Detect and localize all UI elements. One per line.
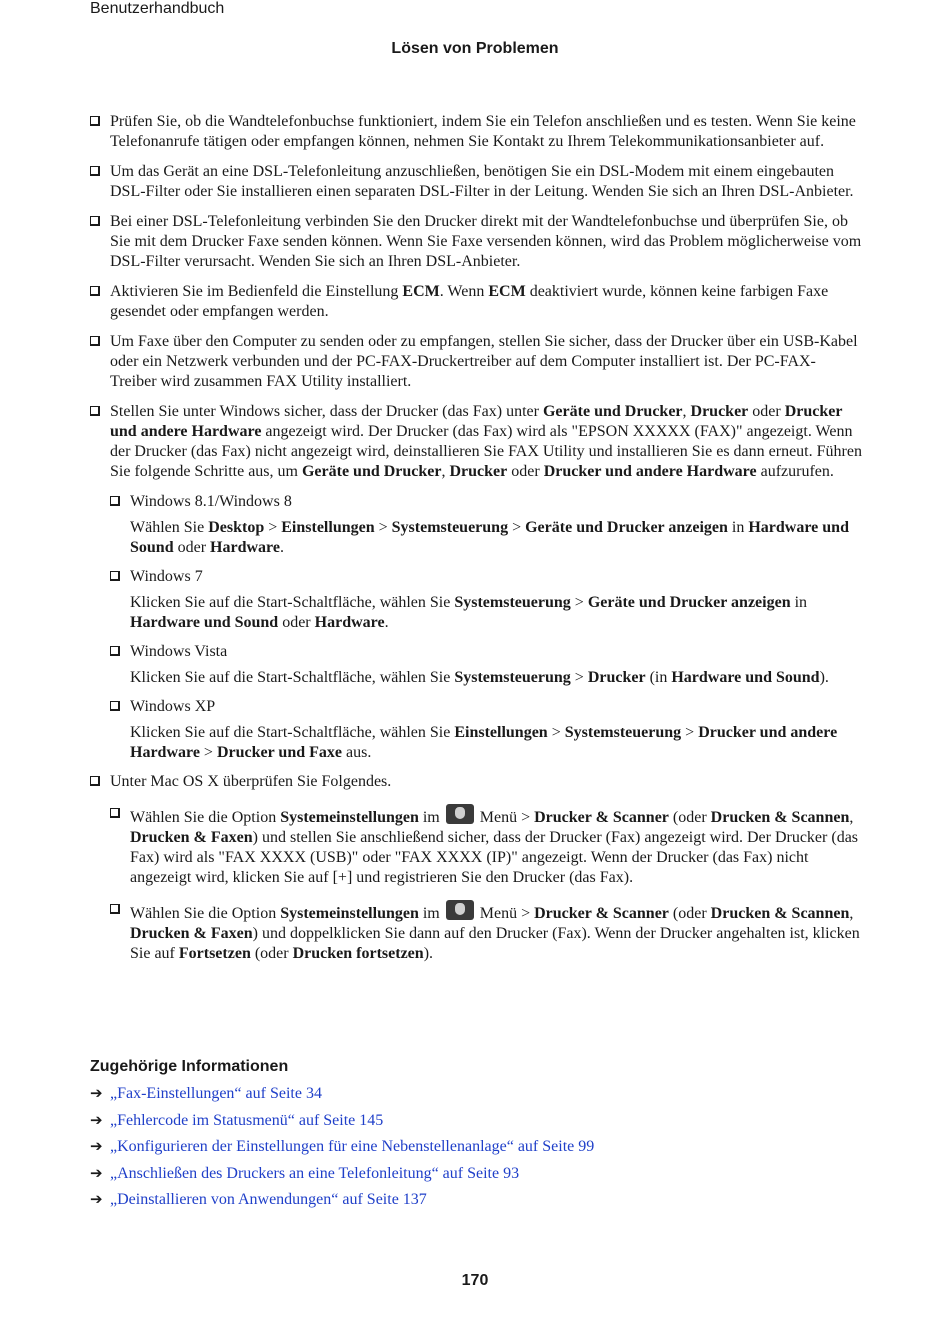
bullet-dsl-modem: Um das Gerät an eine DSL-Telefonleitung anzuschließen, benötigen Sie ein DSL-Modem mit einem eingebauten DSL-Filter oder Sie installieren einen separaten DSL-Filter in der Leitung. Wenden Sie sich an Ihren DSL-Anbieter. [90,162,862,202]
arrow-right-icon: ➔ [90,1086,103,1102]
windows-7-instructions: Klicken Sie auf die Start-Schaltfläche, wählen Sie Systemsteuerung > Geräte und Drucker anzeigen in Hardware und Sound oder Hardware. [130,594,808,631]
checkbox-bullet-icon [90,166,100,176]
checkbox-bullet-icon [90,336,100,346]
related-heading: Zugehörige Informationen [90,1058,289,1075]
sub-bullet-windows-7: Windows 7 [110,567,862,587]
sub-bullet-windows-vista: Windows Vista [110,642,862,662]
windows-8-instructions: Wählen Sie Desktop > Einstellungen > Systemsteuerung > Geräte und Drucker anzeigen in Hardware und Sound oder Hardware. [130,519,849,556]
checkbox-bullet-icon [110,808,120,818]
apple-menu-icon [446,804,474,824]
related-information [90,1058,870,1217]
related-link-fax-settings[interactable]: ➔ „Fax-Einstellungen“ auf Seite 34 [90,1085,322,1102]
sub-bullet-windows-xp: Windows XP [110,697,862,717]
windows-vista-instructions: Klicken Sie auf die Start-Schaltfläche, wählen Sie Systemsteuerung > Drucker (in Hardware und Sound). [130,669,829,686]
windows-vista-sublist [110,642,862,662]
related-link-error-code[interactable]: ➔ „Fehlercode im Statusmenü“ auf Seite 145 [90,1111,384,1129]
checkbox-bullet-icon [90,286,100,296]
sub-bullet-windows-8: Windows 8.1/Windows 8 [110,492,862,512]
checkbox-bullet-icon [110,904,120,914]
checkbox-bullet-icon [110,646,120,656]
sub-bullet-mac-resume-printer: Wählen Sie die Option Systemeinstellungen im Menü > Drucker & Scanner (oder Drucken & Scannen, Drucken & Faxen) und doppelklicken Sie dann auf den Drucker (Fax). Wenn der Drucker angehalten ist, klicken Sie auf Fortsetzen (oder Drucken fortsetzen). [110,900,862,964]
mac-sublist [110,804,862,964]
checkbox-bullet-icon [110,496,120,506]
checkbox-bullet-icon [90,406,100,416]
bullet-dsl-direct: Bei einer DSL-Telefonleitung verbinden Sie den Drucker direkt mit der Wandtelefonbuchse und überprüfen Sie, ob Sie mit dem Drucker Faxe senden können. Wenn Sie Faxe versenden können, wird das Problem möglicherweise vom DSL-Filter verursacht. Wenden Sie sich an Ihren DSL-Anbieter. [90,212,862,272]
related-link-pbx-settings[interactable]: ➔ „Konfigurieren der Einstellungen für eine Nebenstellenanlage“ auf Seite 99 [90,1138,595,1155]
checkbox-bullet-icon [90,116,100,126]
checkbox-bullet-icon [110,571,120,581]
windows-xp-sublist [110,697,862,717]
checkbox-bullet-icon [90,776,100,786]
page-number: 170 [461,1272,489,1289]
checkbox-bullet-icon [90,216,100,226]
windows-xp-instructions: Klicken Sie auf die Start-Schaltfläche, wählen Sie Einstellungen > Systemsteuerung > Drucker und andere Hardware > Drucker und Faxe aus. [130,724,838,761]
related-link-uninstall[interactable]: ➔ „Deinstallieren von Anwendungen“ auf Seite 137 [90,1191,427,1208]
windows-sublist [110,492,862,512]
arrow-right-icon: ➔ [90,1192,103,1208]
arrow-right-icon: ➔ [90,1112,103,1129]
related-link-phone-line[interactable]: ➔ „Anschließen des Druckers an eine Telefonleitung“ auf Seite 93 [90,1164,520,1182]
running-head: Benutzerhandbuch [90,0,225,17]
main-content [90,112,862,970]
bullet-windows: Stellen Sie unter Windows sicher, dass der Drucker (das Fax) unter Geräte und Drucker, Drucker oder Drucker und andere Hardware angezeigt wird. Der Drucker (das Fax) wird als "EPSON XXXXX (FAX)" angezeigt. Wenn der Drucker (das Fax) nicht angezeigt wird, deinstallieren Sie FAX Utility und installieren Sie es dann erneut. Führen Sie folgende Schritte aus, um Geräte und Drucker, Drucker oder Drucker und andere Hardware aufzurufen. [90,402,862,482]
sub-bullet-mac-check-printer: Wählen Sie die Option Systemeinstellungen im Menü > Drucker & Scanner (oder Drucken & Scannen, Drucken & Faxen) und stellen Sie anschließend sicher, dass der Drucker (Fax) angezeigt wird. Der Drucker (das Fax) wird als "FAX XXXX (USB)" oder "FAX XXXX (IP)" angezeigt. Wenn der Drucker (das Fax) nicht angezeigt wird, klicken Sie auf [+] und registrieren Sie den Drucker (das Fax). [110,804,862,888]
bullet-pc-fax: Um Faxe über den Computer zu senden oder zu empfangen, stellen Sie sicher, dass der Drucker über ein USB-Kabel oder ein Netzwerk verbunden und der PC-FAX-Druckertreiber auf dem Computer installiert ist. Der PC-FAX-Treiber wird zusammen FAX Utility installiert. [90,332,862,392]
arrow-right-icon: ➔ [90,1139,103,1155]
checkbox-bullet-icon [110,701,120,711]
bullet-mac-os: Unter Mac OS X überprüfen Sie Folgendes. [90,772,862,792]
windows-7-sublist [110,567,862,587]
section-title: Lösen von Problemen [391,40,559,57]
apple-menu-icon [446,900,474,920]
arrow-right-icon: ➔ [90,1165,103,1182]
bullet-ecm: Aktivieren Sie im Bedienfeld die Einstellung ECM. Wenn ECM deaktiviert wurde, können keine farbigen Faxe gesendet oder empfangen werden. [90,282,862,322]
bullet-check-wall-jack: Prüfen Sie, ob die Wandtelefonbuchse funktioniert, indem Sie ein Telefon anschließen und es testen. Wenn Sie keine Telefonanrufe tätigen oder empfangen können, nehmen Sie Kontakt zu Ihrem Telekommunikationsanbieter auf. [90,112,862,152]
